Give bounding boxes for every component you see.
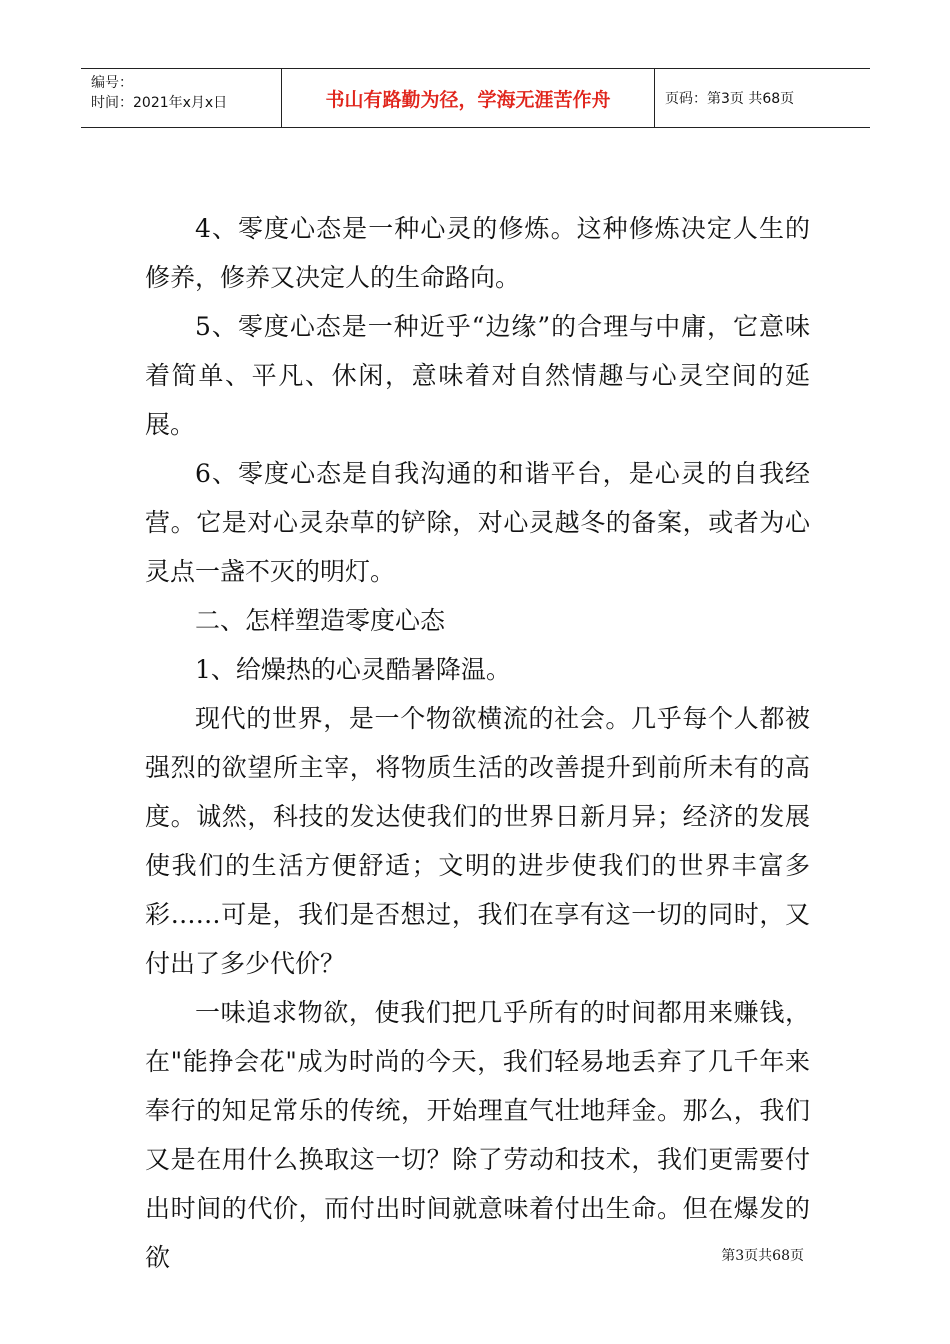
document-number-label: 编号： — [91, 75, 133, 91]
section-heading: 二、怎样塑造零度心态 — [195, 606, 446, 635]
paragraph: 一味追求物欲，使我们把几乎所有的时间都用来赚钱，在"能挣会花"成为时尚的今天，我们轻易地丢弃了几千年来奉行的知足常乐的传统，开始理直气壮地拜金。那么，我们又是在用什么换取这一切？除了劳动和技术，我们更需要付出时间的代价，而付出时间就意味着付出生命。但在爆发的欲 — [145, 998, 810, 1272]
paragraph: 现代的世界，是一个物欲横流的社会。几乎每个人都被强烈的欲望所主宰，将物质生活的改善提升到前所未有的高度。诚然，科技的发达使我们的世界日新月异；经济的发展使我们的生活方便舒适；文明的进步使我们的世界丰富多彩……可是，我们是否想过，我们在享有这一切的同时，又付出了多少代价？ — [145, 704, 810, 978]
subsection-heading: 1、给燥热的心灵酷暑降温。 — [195, 655, 511, 684]
paragraph: 4、零度心态是一种心灵的修炼。这种修炼决定人生的修养，修养又决定人的生命路向。 — [145, 214, 810, 292]
document-body — [145, 204, 810, 1282]
header-motto: 书山有路勤为径，学海无涯苦作舟 — [282, 69, 655, 127]
paragraph: 6、零度心态是自我沟通的和谐平台，是心灵的自我经营。它是对心灵杂草的铲除，对心灵越冬的备案，或者为心灵点一盏不灭的明灯。 — [145, 459, 810, 586]
page-header — [81, 68, 870, 128]
document-time-label: 时间：2021年x月x日 — [91, 95, 228, 111]
paragraph: 5、零度心态是一种近乎“边缘”的合理与中庸，它意味着简单、平凡、休闲，意味着对自然情趣与心灵空间的延展。 — [145, 312, 810, 439]
header-meta — [81, 69, 282, 127]
header-page-info: 页码：第3页 共68页 — [665, 91, 795, 107]
page-footer: 第3页共68页 — [721, 1248, 804, 1264]
